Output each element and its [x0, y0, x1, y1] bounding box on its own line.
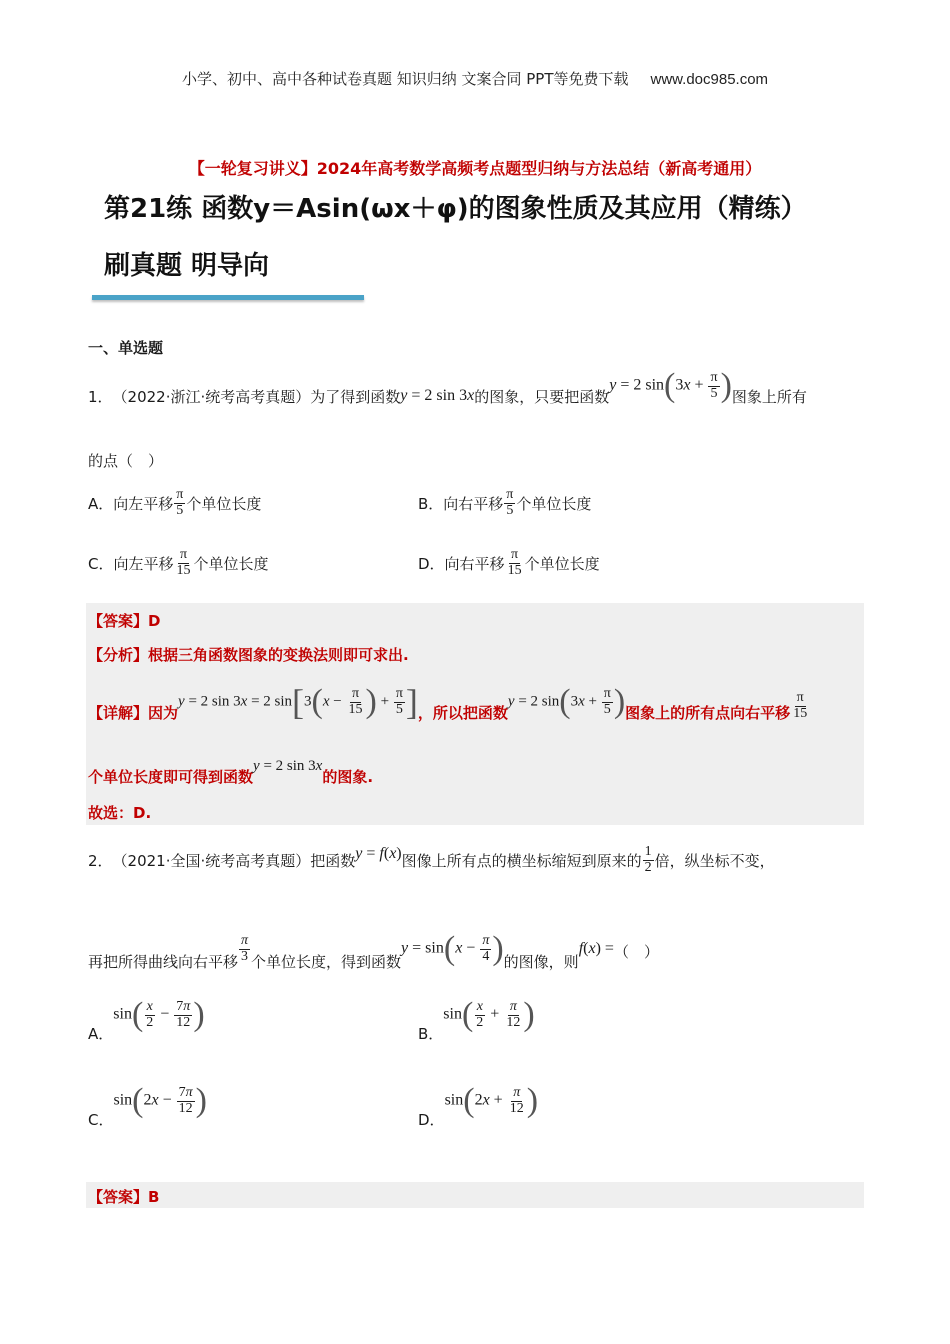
q2-fx: f(x) = — [578, 940, 614, 957]
q2-line2-a: 再把所得曲线向右平移 — [88, 952, 239, 971]
question-2-stem — [88, 834, 868, 886]
q2-line2 — [88, 924, 868, 974]
q1-answer: 【答案】D — [88, 612, 161, 630]
q2-option-b[interactable] — [418, 996, 535, 1044]
q2-option-c-label: C． — [88, 1111, 114, 1129]
q1-option-b-label: B．向右平移 — [418, 494, 504, 513]
title-underline — [92, 295, 364, 300]
q2-source: （2021·全国·统考高考真题）把函数 — [112, 851, 356, 870]
q2-result-fn: y = sin(x − $\frac{\pi}{4}$ ) — [401, 930, 504, 967]
q2-option-a-expr: sin( $\frac{x}{2}$ − $\frac{7\pi}{12}$ ) — [113, 996, 205, 1033]
q1-detail-line1 — [88, 676, 864, 728]
q1-target-fn: y = 2 sin 3x — [400, 387, 475, 404]
page-title: 第21练 函数y＝Asin(ωx＋φ)的图象性质及其应用（精练） — [104, 194, 807, 224]
q1-detail-fn: y = 2 sin(3x + $\frac{\pi}{5}$ ) — [507, 683, 626, 720]
q1-detail-line2-fn: y = 2 sin 3x — [253, 758, 323, 774]
q1-end: 图象上所有 — [731, 387, 807, 406]
section-heading: 一、单选题 — [88, 339, 164, 357]
q2-line2-b: 个单位长度，得到函数 — [251, 952, 402, 971]
q1-option-c-label: C．向左平移 — [88, 554, 174, 573]
q1-source: （2022·浙江·统考高考真题）为了得到函数 — [112, 387, 401, 406]
q1-option-a[interactable] — [88, 488, 261, 518]
q2-half-fraction: $\frac{1}{2}$ — [644, 843, 652, 875]
q2-option-b-label: B． — [418, 1025, 444, 1043]
q1-detail-prefix: 【详解】因为 — [88, 703, 179, 722]
q1-option-c-suffix: 个单位长度 — [193, 554, 269, 573]
q2-answer: 【答案】B — [88, 1188, 160, 1206]
q2-answer-panel — [86, 1182, 864, 1208]
q2-option-d[interactable] — [418, 1082, 539, 1130]
header-url[interactable]: www.doc985.com — [650, 71, 769, 88]
q2-option-d-label: D． — [418, 1111, 445, 1129]
q1-option-d-fraction: $\frac{\pi}{15}$ — [507, 547, 522, 578]
q1-detail-end: 图象上的所有点向右平移 — [625, 703, 791, 722]
q1-detail-mid: ，所以把函数 — [417, 703, 508, 722]
page-subtitle: 刷真题 明导向 — [104, 251, 270, 281]
q2-line2-c: 的图像，则 — [503, 952, 579, 971]
q2-mid: 图像上所有点的横坐标缩短到原来的 — [401, 851, 642, 870]
q1-option-a-suffix: 个单位长度 — [186, 494, 262, 513]
q1-detail-eq: y = 2 sin 3x = 2 sin[3(x − $\frac{\pi}{15}$ ) + $\frac{\pi}{5}$ ] — [178, 682, 418, 722]
q2-shift-fraction: $\frac{\pi}{3}$ — [241, 932, 249, 964]
page-header — [0, 68, 950, 89]
q1-option-b[interactable] — [418, 488, 591, 518]
q2-option-a-label: A． — [88, 1025, 114, 1043]
q1-option-d-label: D．向右平移 — [418, 554, 505, 573]
q1-analysis: 【分析】根据三角函数图象的变换法则即可求出. — [88, 646, 409, 664]
q2-option-a[interactable] — [88, 996, 205, 1044]
q1-option-a-fraction: $\frac{\pi}{5}$ — [176, 487, 184, 518]
q1-option-d[interactable] — [418, 548, 600, 578]
q2-option-b-expr: sin( $\frac{x}{2}$ + $\frac{\pi}{12}$ ) — [443, 996, 535, 1033]
q1-option-a-label: A．向左平移 — [88, 494, 174, 513]
q2-line2-d: （ ） — [613, 942, 659, 961]
q1-detail-line2-a: 个单位长度即可得到函数 — [88, 768, 254, 786]
series-title: 【一轮复习讲义】2024年高考数学高频考点题型归纳与方法总结（新高考通用） — [188, 159, 762, 178]
q2-option-d-expr: sin(2x + $\frac{\pi}{12}$ ) — [444, 1082, 539, 1119]
q1-conclusion: 故选：D. — [88, 804, 152, 822]
q1-number: 1． — [88, 387, 113, 406]
header-text: 小学、初中、高中各种试卷真题 知识归纳 文案合同 PPT等免费下载 — [181, 70, 629, 88]
q2-option-c-expr: sin(2x − $\frac{7\pi}{12}$ ) — [113, 1082, 207, 1119]
q1-option-d-suffix: 个单位长度 — [524, 554, 600, 573]
q1-option-c[interactable] — [88, 548, 269, 578]
q1-mid: 的图象，只要把函数 — [474, 387, 610, 406]
question-1-stem — [88, 367, 868, 422]
q1-option-b-suffix: 个单位长度 — [516, 494, 592, 513]
q1-detail-line2-b: 的图象. — [322, 768, 374, 786]
q2-end: 倍，纵坐标不变， — [654, 851, 775, 870]
q1-option-c-fraction: $\frac{\pi}{15}$ — [176, 547, 191, 578]
q2-fn: y = f(x) — [355, 845, 402, 862]
q2-option-c[interactable] — [88, 1082, 207, 1130]
q1-from-fn: y = 2 sin(3x + $\frac{\pi}{5}$ ) — [609, 367, 732, 404]
q2-number: 2． — [88, 851, 113, 870]
q1-detail-shift: $\frac{\pi}{15}$ — [793, 689, 808, 721]
q1-option-b-fraction: $\frac{\pi}{5}$ — [506, 487, 514, 518]
q1-line2: 的点（ ） — [88, 452, 164, 470]
q1-detail-line2 — [88, 758, 374, 786]
